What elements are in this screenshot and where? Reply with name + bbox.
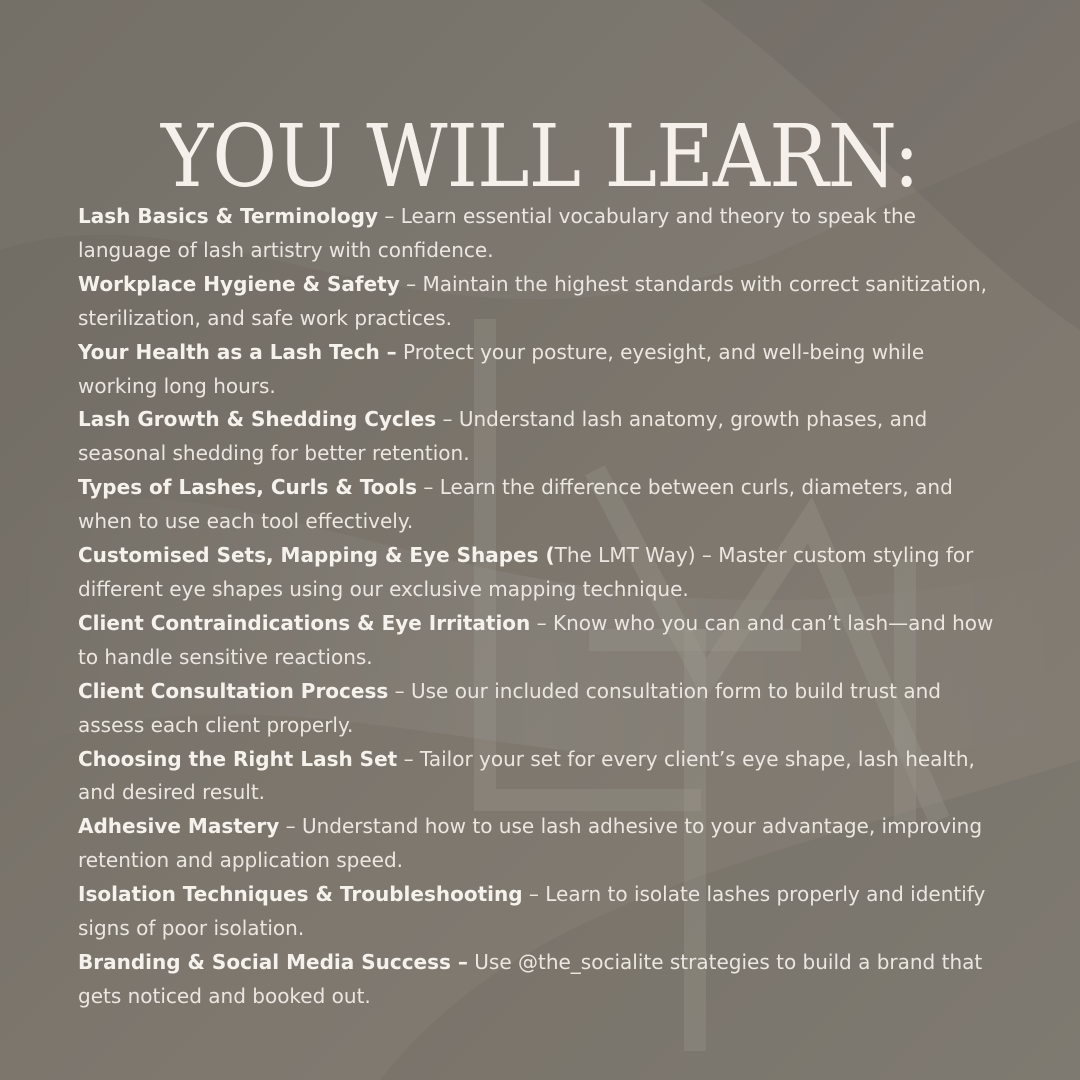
list-item	[78, 403, 1008, 471]
item-heading: Customised Sets, Mapping & Eye Shapes (	[78, 543, 555, 568]
item-heading: Workplace Hygiene & Safety	[78, 271, 400, 296]
item-heading: Client Consultation Process	[78, 678, 389, 703]
item-description: Protect your posture, eyesight, and well-being while working long hours.	[78, 339, 925, 398]
list-item	[78, 268, 1008, 336]
list-item	[78, 539, 1008, 607]
item-heading: Lash Growth & Shedding Cycles	[78, 407, 437, 432]
item-description: – Maintain the highest standards with correct sanitization, sterilization, and safe work practices.	[78, 271, 987, 330]
item-heading: Adhesive Mastery	[78, 814, 280, 839]
item-description: – Tailor your set for every client’s eye shape, lash health, and desired result.	[78, 746, 975, 805]
item-description: – Understand lash anatomy, growth phases, and seasonal shedding for better retention.	[78, 407, 928, 466]
item-description: – Know who you can and can’t lash—and how to handle sensitive reactions.	[78, 610, 994, 669]
item-description: – Learn essential vocabulary and theory to speak the language of lash artistry with confidence.	[78, 204, 916, 262]
list-item	[78, 471, 1008, 539]
item-heading: Lash Basics & Terminology	[78, 204, 379, 228]
item-heading: Client Contraindications & Eye Irritation	[78, 610, 531, 635]
list-item	[78, 946, 1008, 1014]
list-item	[78, 743, 1008, 811]
learning-list	[78, 200, 1008, 1014]
item-heading: Types of Lashes, Curls & Tools	[78, 475, 418, 500]
list-item	[78, 675, 1008, 743]
list-item	[78, 810, 1008, 878]
item-description: – Learn to isolate lashes properly and identify signs of poor isolation.	[78, 882, 986, 941]
item-heading: Your Health as a Lash Tech –	[78, 339, 397, 364]
item-description: The LMT Way) – Master custom styling for different eye shapes using our exclusive mapping technique.	[78, 543, 974, 601]
item-heading: Choosing the Right Lash Set	[78, 746, 398, 771]
list-item	[78, 607, 1008, 675]
item-description: – Learn the difference between curls, diameters, and when to use each tool effectively.	[78, 475, 953, 534]
item-description: – Understand how to use lash adhesive to your advantage, improving retention and application speed.	[78, 814, 983, 873]
item-heading: Isolation Techniques & Troubleshooting	[78, 882, 523, 907]
list-item	[78, 336, 1008, 404]
item-heading: Branding & Social Media Success –	[78, 949, 468, 974]
page-title: YOU WILL LEARN:	[160, 106, 919, 207]
list-item	[78, 200, 1008, 268]
list-item	[78, 878, 1008, 946]
item-description: Use @the_socialite strategies to build a brand that gets noticed and booked out.	[78, 949, 983, 1008]
item-description: – Use our included consultation form to build trust and assess each client properly.	[78, 678, 941, 737]
